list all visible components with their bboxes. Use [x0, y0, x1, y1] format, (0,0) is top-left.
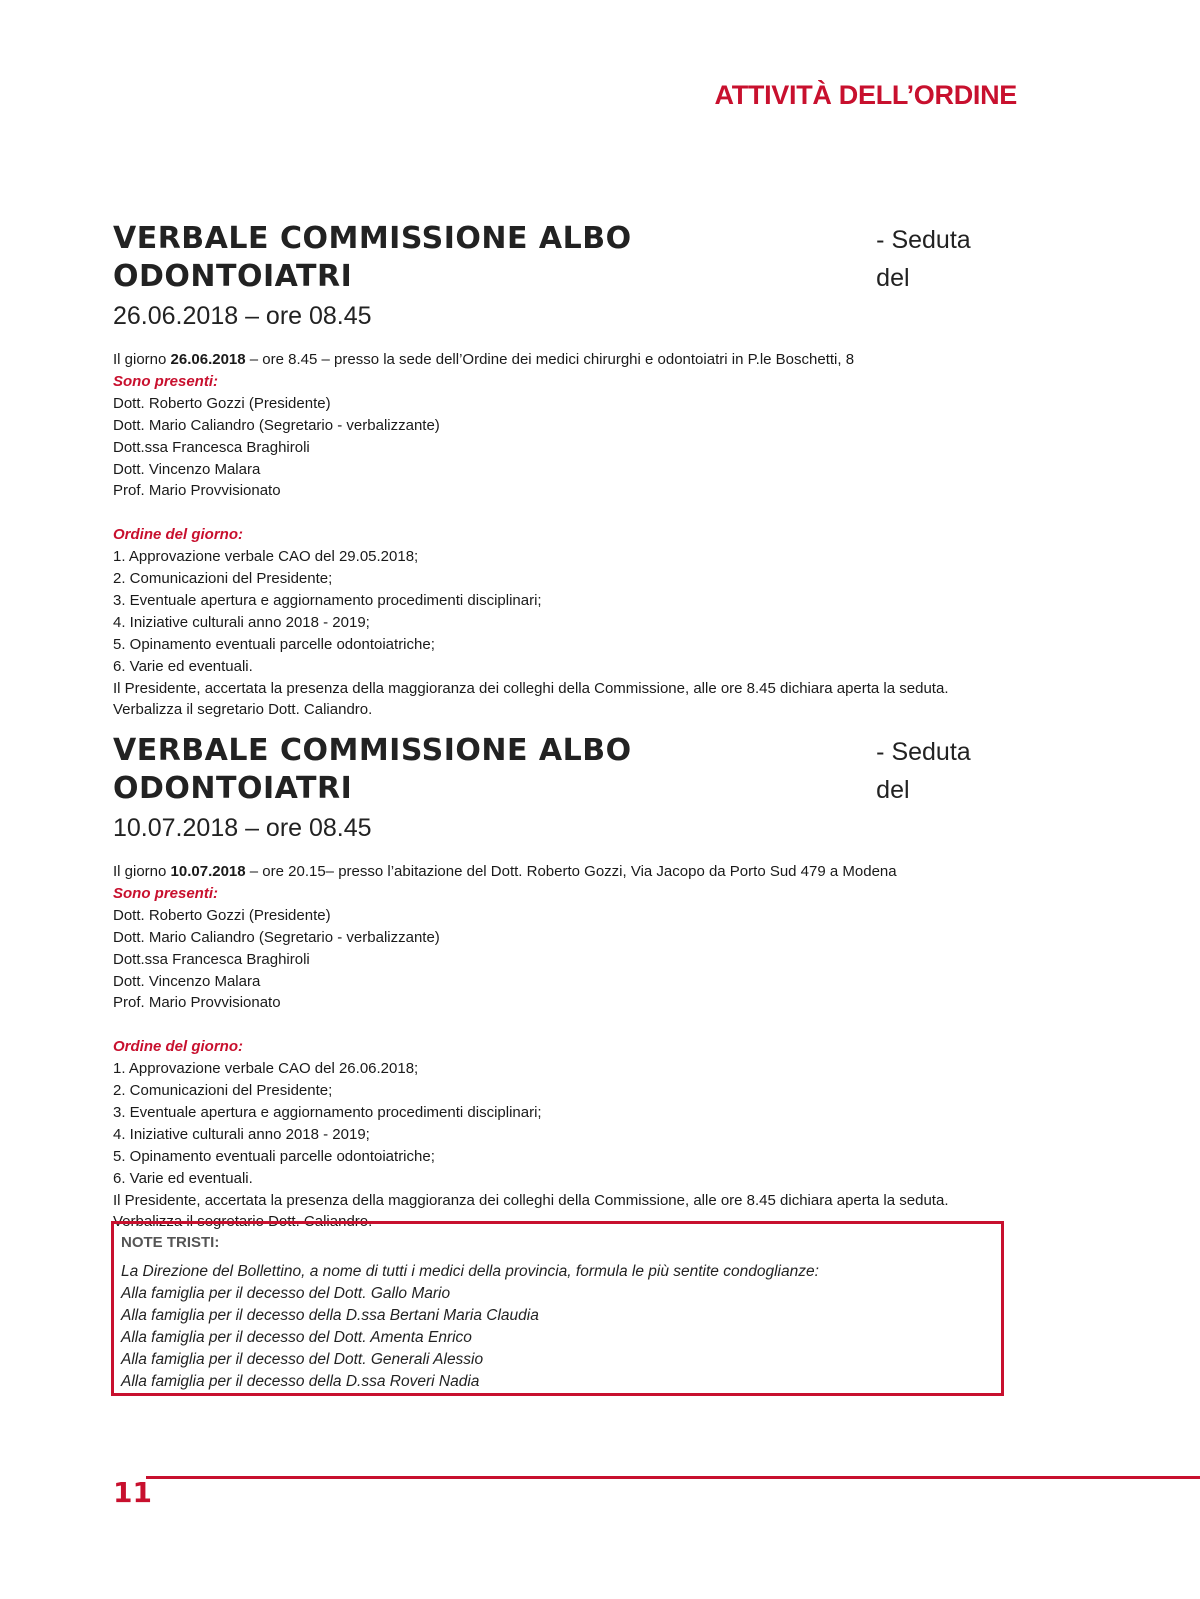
present-label: Sono presenti: [113, 372, 219, 390]
present-item: Dott.ssa Francesca Braghiroli [113, 950, 310, 968]
present-item: Dott. Vincenzo Malara [113, 972, 261, 990]
agenda-item: 6. Varie ed eventuali. [113, 657, 253, 675]
agenda-label: Ordine del giorno: [113, 526, 243, 544]
agenda-item: 3. Eventuale apertura e aggiornamento procedimenti disciplinari; [113, 1103, 542, 1121]
spacer [113, 1014, 1010, 1036]
closing-line: Verbalizza il segretario Dott. Caliandro. [113, 701, 373, 719]
notes-line: Alla famiglia per il decesso del Dott. Generali Alessio [121, 1350, 484, 1368]
present-item: Prof. Mario Provvisionato [113, 994, 281, 1012]
section-label: ATTIVITÀ DELL’ORDINE [714, 80, 1017, 110]
notes-line: La Direzione del Bollettino, a nome di tutti i medici della provincia, formula le più sentite condoglianze: [121, 1263, 819, 1280]
spacer [113, 502, 1010, 524]
notes-line: Alla famiglia per il decesso del Dott. Amenta Enrico [121, 1328, 472, 1346]
closing-line: Il Presidente, accertata la presenza della maggioranza dei colleghi della Commissione, alle ore 8.45 dichiara aperta la seduta. [113, 1191, 949, 1209]
intro-prefix: Il giorno [113, 351, 171, 368]
minutes-body [113, 349, 1010, 721]
minutes-intro [113, 861, 1010, 883]
present-item: Dott.ssa Francesca Braghiroli [113, 438, 310, 456]
intro-date: 26.06.2018 [170, 351, 246, 368]
closing-line: Verbalizza il segretario Dott. Caliandro. [113, 1213, 373, 1231]
agenda-item: 2. Comunicazioni del Presidente; [113, 1082, 333, 1100]
closing-line: Il Presidente, accertata la presenza della maggioranza dei colleghi della Commissione, alle ore 8.45 dichiara aperta la seduta. [113, 679, 949, 697]
agenda-item: 1. Approvazione verbale CAO del 26.06.2018; [113, 1060, 419, 1078]
agenda-item: 2. Comunicazioni del Presidente; [113, 570, 333, 588]
footer-rule [146, 1476, 1200, 1479]
agenda-item: 4. Iniziative culturali anno 2018 - 2019; [113, 1125, 370, 1143]
intro-date: 10.07.2018 [170, 863, 246, 880]
agenda-item: 5. Opinamento eventuali parcelle odontoiatriche; [113, 635, 435, 653]
page-number: 11 [113, 1476, 152, 1509]
notes-line: Alla famiglia per il decesso della D.ssa Roveri Nadia [121, 1372, 480, 1390]
minutes-title-date: 10.07.2018 – ore 08.45 [113, 814, 372, 842]
agenda-item: 1. Approvazione verbale CAO del 29.05.2018; [113, 548, 419, 566]
agenda-item: 6. Varie ed eventuali. [113, 1169, 253, 1187]
minutes-title-suffix: - Seduta del [876, 738, 971, 804]
notes-line: Alla famiglia per il decesso della D.ssa Bertani Maria Claudia [121, 1306, 539, 1324]
minutes-title [113, 220, 1010, 335]
agenda-item: 3. Eventuale apertura e aggiornamento procedimenti disciplinari; [113, 591, 542, 609]
minutes-section-1 [113, 220, 1010, 721]
present-item: Dott. Mario Caliandro (Segretario - verbalizzante) [113, 416, 440, 434]
present-item: Dott. Roberto Gozzi (Presidente) [113, 906, 331, 924]
minutes-intro [113, 349, 1010, 371]
condolence-notes-box [111, 1221, 1004, 1396]
intro-rest: – ore 20.15– presso l’abitazione del Dott. Roberto Gozzi, Via Jacopo da Porto Sud 479 a Modena [245, 863, 897, 880]
intro-rest: – ore 8.45 – presso la sede dell’Ordine dei medici chirurghi e odontoiatri in P.le Boschetti, 8 [245, 351, 855, 368]
minutes-section-2 [113, 732, 1010, 1233]
present-item: Prof. Mario Provvisionato [113, 482, 281, 500]
minutes-title-main: VERBALE COMMISSIONE ALBO ODONTOIATRI [113, 733, 632, 806]
agenda-item: 5. Opinamento eventuali parcelle odontoiatriche; [113, 1147, 435, 1165]
intro-prefix: Il giorno [113, 863, 171, 880]
present-label: Sono presenti: [113, 884, 219, 902]
agenda-item: 4. Iniziative culturali anno 2018 - 2019; [113, 613, 370, 631]
present-item: Dott. Mario Caliandro (Segretario - verbalizzante) [113, 928, 440, 946]
minutes-title [113, 732, 1010, 847]
notes-title: NOTE TRISTI: [121, 1234, 220, 1251]
minutes-title-suffix: - Seduta del [876, 226, 971, 292]
minutes-title-date: 26.06.2018 – ore 08.45 [113, 302, 372, 330]
minutes-body [113, 861, 1010, 1233]
notes-line: Alla famiglia per il decesso del Dott. Gallo Mario [121, 1284, 451, 1302]
present-item: Dott. Roberto Gozzi (Presidente) [113, 394, 331, 412]
present-item: Dott. Vincenzo Malara [113, 460, 261, 478]
minutes-title-main: VERBALE COMMISSIONE ALBO ODONTOIATRI [113, 221, 632, 294]
agenda-label: Ordine del giorno: [113, 1038, 243, 1056]
